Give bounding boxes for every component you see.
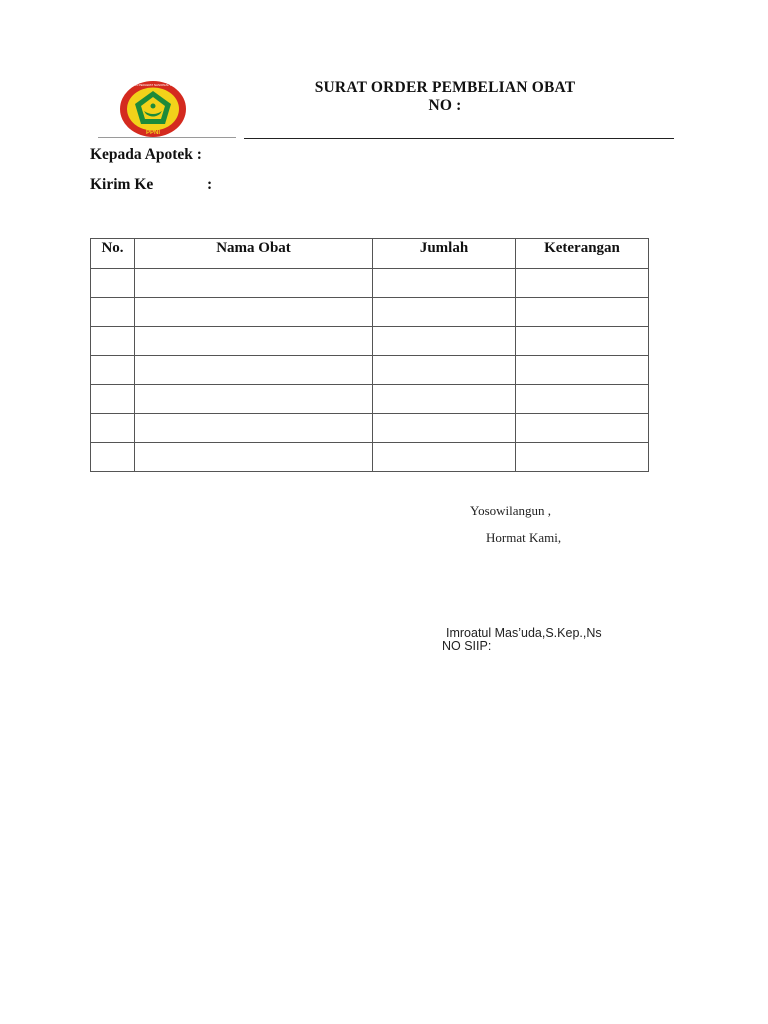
cell-jumlah[interactable] — [373, 385, 516, 414]
document-title: SURAT ORDER PEMBELIAN OBAT — [314, 79, 576, 96]
cell-jumlah[interactable] — [373, 356, 516, 385]
signature-place: Yosowilangun , — [470, 503, 552, 518]
kepada-apotek-label: Kepada Apotek : — [90, 146, 202, 163]
cell-no[interactable] — [91, 356, 135, 385]
header-divider — [244, 138, 674, 139]
logo-ring-text: PERSATUAN PERAWAT NASIONAL INDONESIA — [119, 83, 187, 87]
header-nama-obat: Nama Obat — [135, 239, 373, 269]
header-divider-short — [98, 137, 236, 138]
cell-keterangan[interactable] — [516, 414, 649, 443]
document-number-label: NO : — [428, 97, 462, 114]
table-row — [91, 414, 649, 443]
cell-keterangan[interactable] — [516, 356, 649, 385]
header-keterangan: Keterangan — [516, 239, 649, 269]
cell-nama-obat[interactable] — [135, 327, 373, 356]
cell-jumlah[interactable] — [373, 327, 516, 356]
table-row — [91, 385, 649, 414]
cell-keterangan[interactable] — [516, 269, 649, 298]
table-row — [91, 356, 649, 385]
table-row — [91, 443, 649, 472]
table-row — [91, 327, 649, 356]
cell-nama-obat[interactable] — [135, 414, 373, 443]
cell-nama-obat[interactable] — [135, 298, 373, 327]
cell-jumlah[interactable] — [373, 443, 516, 472]
table-row — [91, 298, 649, 327]
logo-flame-icon — [151, 104, 156, 109]
logo-abbr: PPNI — [145, 130, 161, 136]
cell-nama-obat[interactable] — [135, 356, 373, 385]
table-header-row — [91, 239, 649, 269]
cell-no[interactable] — [91, 327, 135, 356]
table-row — [91, 269, 649, 298]
cell-jumlah[interactable] — [373, 414, 516, 443]
cell-nama-obat[interactable] — [135, 385, 373, 414]
header-no: No. — [91, 239, 135, 269]
cell-no[interactable] — [91, 443, 135, 472]
cell-keterangan[interactable] — [516, 385, 649, 414]
order-table — [90, 238, 649, 472]
kirim-ke-colon: : — [207, 176, 213, 193]
ppni-logo — [118, 79, 188, 139]
cell-keterangan[interactable] — [516, 327, 649, 356]
cell-no[interactable] — [91, 414, 135, 443]
cell-keterangan[interactable] — [516, 443, 649, 472]
cell-no[interactable] — [91, 298, 135, 327]
cell-nama-obat[interactable] — [135, 443, 373, 472]
cell-no[interactable] — [91, 269, 135, 298]
kirim-ke-label: Kirim Ke — [90, 176, 154, 193]
header-jumlah: Jumlah — [373, 239, 516, 269]
cell-nama-obat[interactable] — [135, 269, 373, 298]
cell-no[interactable] — [91, 385, 135, 414]
ppni-emblem-icon — [118, 79, 188, 139]
cell-keterangan[interactable] — [516, 298, 649, 327]
signature-closing: Hormat Kami, — [486, 530, 562, 545]
signatory-siip: NO SIIP: — [442, 639, 492, 653]
signatory-name: Imroatul Mas’uda,S.Kep.,Ns — [446, 626, 602, 640]
cell-jumlah[interactable] — [373, 298, 516, 327]
cell-jumlah[interactable] — [373, 269, 516, 298]
